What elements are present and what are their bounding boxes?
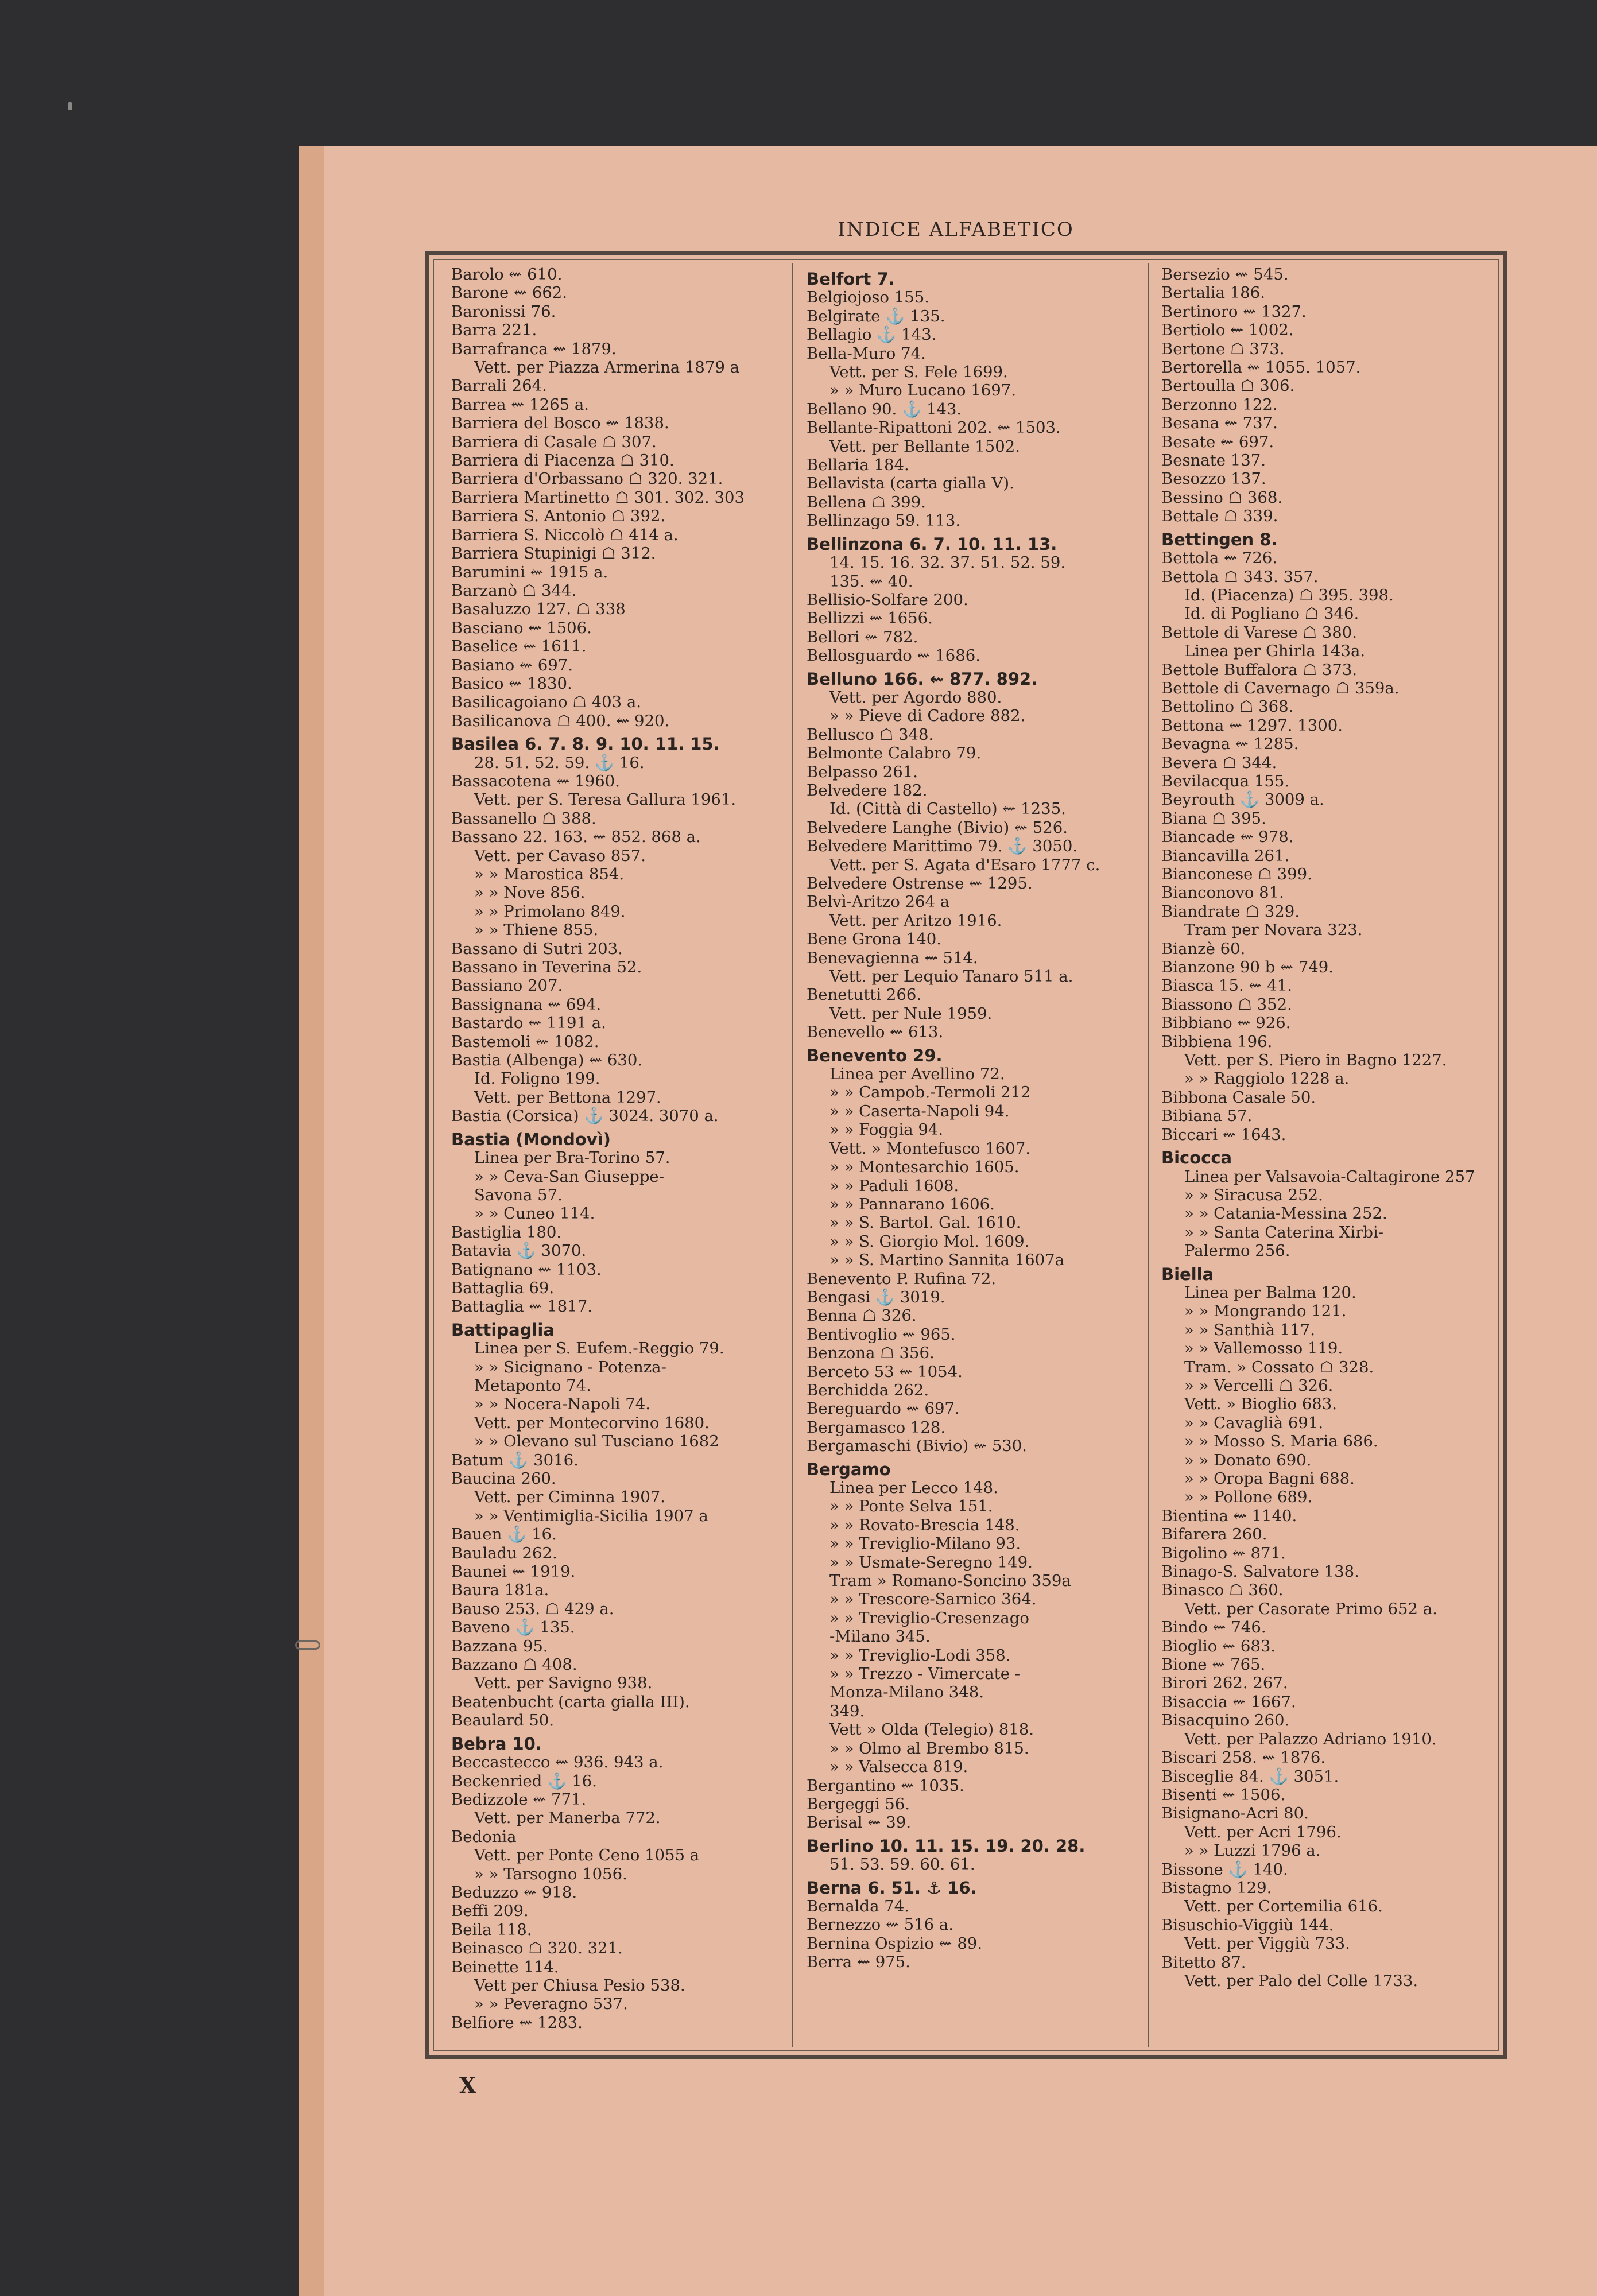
index-entry: Besozzo 137. — [1161, 470, 1266, 488]
index-entry: Bersezio ⇜ 545. — [1161, 265, 1289, 284]
index-entry: Barriera S. Antonio ☖ 392. — [451, 507, 666, 526]
index-entry: 135. ⇜ 40. — [829, 572, 913, 591]
index-entry: Biscari 258. ⇜ 1876. — [1161, 1748, 1326, 1767]
index-entry: Bergamo — [807, 1459, 891, 1479]
index-entry: Berna 6. 51. ⚓ 16. — [807, 1878, 977, 1898]
index-entry: Benevagienna ⇜ 514. — [807, 948, 978, 967]
index-entry: Barra 221. — [451, 321, 537, 340]
index-entry: Bellizzi ⇜ 1656. — [807, 609, 933, 628]
index-entry: Beinette 114. — [451, 1957, 559, 1976]
index-entry: Bedonia — [451, 1827, 517, 1846]
index-entry: Bassano 22. 163. ⇜ 852. 868 a. — [451, 828, 701, 847]
index-entry: Palermo 256. — [1184, 1242, 1290, 1261]
index-entry: Benetutti 266. — [807, 986, 922, 1004]
index-entry: Bitetto 87. — [1161, 1953, 1246, 1972]
index-entry: 14. 15. 16. 32. 37. 51. 52. 59. — [829, 553, 1066, 572]
index-entry: Bisignano-Acri 80. — [1161, 1804, 1309, 1823]
index-entry: Bellena ☖ 399. — [807, 492, 926, 511]
index-entry: Basilea 6. 7. 8. 9. 10. 11. 15. — [451, 734, 720, 754]
index-entry: » » Olmo al Brembo 815. — [829, 1739, 1029, 1758]
index-entry: Bassacotena ⇜ 1960. — [451, 771, 620, 790]
index-entry: Beila 118. — [451, 1920, 532, 1939]
index-entry: Battipaglia — [451, 1320, 555, 1340]
index-entry: » » Valsecca 819. — [829, 1758, 968, 1777]
index-entry: Id. (Città di Castello) ⇜ 1235. — [829, 800, 1066, 819]
index-entry: Bastiglia 180. — [451, 1223, 562, 1242]
index-column-2 — [807, 265, 1100, 1972]
index-entry: Bissone ⚓ 140. — [1161, 1860, 1288, 1879]
index-entry: Beatenbucht (carta gialla III). — [451, 1692, 690, 1711]
index-entry: Vett. per Ciminna 1907. — [474, 1488, 665, 1507]
index-entry: Bevera ☖ 344. — [1161, 753, 1277, 772]
index-entry: Basilicagoiano ☖ 403 a. — [451, 693, 642, 712]
index-entry: Id. (Piacenza) ☖ 395. 398. — [1184, 585, 1394, 604]
index-entry: Vett. per Savigno 938. — [474, 1674, 653, 1693]
index-entry: Bigolino ⇜ 871. — [1161, 1543, 1286, 1562]
index-entry: Barrafranca ⇜ 1879. — [451, 339, 617, 358]
index-entry: Battaglia 69. — [451, 1278, 555, 1297]
index-entry: Vett. per Bettona 1297. — [474, 1088, 661, 1107]
index-column-1 — [451, 265, 745, 2032]
index-entry: » » Pollone 689. — [1184, 1488, 1313, 1507]
index-entry: Bettole di Varese ☖ 380. — [1161, 623, 1357, 642]
index-entry: Bergamaschi (Bivio) ⇜ 530. — [807, 1437, 1027, 1456]
index-entry: Bella-Muro 74. — [807, 344, 926, 363]
index-entry: Benevento P. Rufina 72. — [807, 1269, 997, 1288]
index-entry: Basico ⇜ 1830. — [451, 674, 572, 693]
index-entry: Tram. » Cossato ☖ 328. — [1184, 1358, 1374, 1376]
index-entry: » » Muro Lucano 1697. — [829, 381, 1016, 400]
index-entry: » » Vercelli ☖ 326. — [1184, 1376, 1334, 1395]
index-entry: Vett. per S. Teresa Gallura 1961. — [474, 790, 737, 809]
index-entry: Id. di Pogliano ☖ 346. — [1184, 604, 1359, 623]
index-entry: Berzonno 122. — [1161, 395, 1278, 414]
index-entry: » » Rovato-Brescia 148. — [829, 1515, 1020, 1534]
pin-mark — [68, 102, 72, 110]
index-entry: Bisacquino 260. — [1161, 1711, 1290, 1730]
index-entry: Beffi 209. — [451, 1902, 529, 1921]
index-entry: Vett. per Acri 1796. — [1184, 1822, 1342, 1841]
index-entry: Basiano ⇜ 697. — [451, 656, 573, 674]
index-entry: Savona 57. — [474, 1185, 563, 1204]
index-entry: » » Campob.-Termoli 212 — [829, 1083, 1031, 1102]
page-edge — [299, 146, 324, 2296]
index-entry: Bistagno 129. — [1161, 1878, 1272, 1897]
index-entry: Biassono ☖ 352. — [1161, 995, 1292, 1014]
index-entry: » » Usmate-Seregno 149. — [829, 1553, 1033, 1572]
index-entry: » » Peveragno 537. — [474, 1995, 628, 2014]
index-entry: Bellano 90. ⚓ 143. — [807, 400, 962, 418]
index-entry: Bevagna ⇜ 1285. — [1161, 735, 1299, 754]
index-entry: Basilicanova ☖ 400. ⇜ 920. — [451, 711, 670, 730]
index-entry: » » Treviglio-Cresenzago — [829, 1608, 1029, 1627]
index-entry: Belluno 166. ⇜ 877. 892. — [807, 669, 1038, 689]
index-entry: Bertone ☖ 373. — [1161, 339, 1285, 358]
index-entry: Berlino 10. 11. 15. 19. 20. 28. — [807, 1836, 1086, 1856]
index-entry: Barrea ⇜ 1265 a. — [451, 395, 589, 414]
index-entry: Benzona ☖ 356. — [807, 1344, 935, 1363]
index-entry: » » Trezzo - Vimercate - — [829, 1665, 1021, 1684]
index-entry: Batum ⚓ 3016. — [451, 1450, 579, 1469]
index-entry: » » Treviglio-Lodi 358. — [829, 1646, 1011, 1665]
index-entry: » » Nocera-Napoli 74. — [474, 1395, 650, 1414]
index-entry: Barzanò ☖ 344. — [451, 581, 577, 600]
index-entry: Berisal ⇜ 39. — [807, 1813, 911, 1832]
index-entry: Bibbiano ⇜ 926. — [1161, 1014, 1291, 1033]
index-entry: Biancavilla 261. — [1161, 846, 1290, 865]
index-entry: Biella — [1161, 1264, 1214, 1284]
index-entry: Bettole di Cavernago ☖ 359a. — [1161, 678, 1400, 697]
index-entry: » » Ponte Selva 151. — [829, 1497, 993, 1516]
index-entry: » » Olevano sul Tusciano 1682 — [474, 1432, 719, 1451]
index-entry: Bellori ⇜ 782. — [807, 627, 918, 646]
index-entry: Beccastecco ⇜ 936. 943 a. — [451, 1753, 664, 1772]
index-entry: Vett. » Bioglio 683. — [1184, 1395, 1338, 1414]
index-entry: Bazzana 95. — [451, 1636, 548, 1655]
index-column-3 — [1161, 265, 1475, 1990]
index-entry: Bernalda 74. — [807, 1896, 910, 1915]
index-entry: » » Trescore-Sarnico 364. — [829, 1590, 1037, 1609]
index-entry: Belvedere 182. — [807, 781, 928, 800]
index-entry: Barolo ⇜ 610. — [451, 265, 563, 284]
index-entry: Bassano di Sutri 203. — [451, 939, 623, 958]
index-entry: Biancade ⇜ 978. — [1161, 828, 1294, 847]
index-entry: Bassiano 207. — [451, 976, 563, 995]
index-entry: Bassanello ☖ 388. — [451, 809, 596, 828]
index-entry: Vett per Chiusa Pesio 538. — [474, 1976, 685, 1995]
index-entry: Barriera di Piacenza ☖ 310. — [451, 451, 675, 470]
index-entry: Biana ☖ 395. — [1161, 809, 1266, 828]
index-entry: Bellavista (carta gialla V). — [807, 474, 1014, 493]
index-entry: Bellante-Ripattoni 202. ⇜ 1503. — [807, 418, 1061, 437]
index-entry: Batignano ⇜ 1103. — [451, 1260, 602, 1279]
index-entry: Bellisio-Solfare 200. — [807, 590, 968, 609]
index-entry: » » Luzzi 1796 a. — [1184, 1841, 1321, 1860]
index-entry: Metaponto 74. — [474, 1376, 591, 1395]
index-entry: Bianconese ☖ 399. — [1161, 865, 1312, 883]
index-entry: Vett. per S. Piero in Bagno 1227. — [1184, 1051, 1447, 1070]
index-entry: Vett. per Cortemilia 616. — [1184, 1897, 1383, 1916]
index-entry: Baveno ⚓ 135. — [451, 1618, 575, 1637]
index-entry: Linea per Bra-Torino 57. — [474, 1149, 670, 1168]
index-entry: Bellaria 184. — [807, 456, 909, 475]
index-entry: Bertiolo ⇜ 1002. — [1161, 321, 1294, 340]
index-entry: » » Cuneo 114. — [474, 1204, 595, 1223]
index-entry: » » Pieve di Cadore 882. — [829, 707, 1026, 726]
index-entry: Vett. per Aritzo 1916. — [829, 911, 1002, 930]
index-entry: Vett. per Ponte Ceno 1055 a — [474, 1846, 700, 1865]
index-entry: » » Foggia 94. — [829, 1120, 944, 1139]
index-entry: Binasco ☖ 360. — [1161, 1581, 1284, 1600]
index-entry: » » Vallemosso 119. — [1184, 1339, 1343, 1358]
index-entry: Bauen ⚓ 16. — [451, 1525, 557, 1544]
index-entry: Biccari ⇜ 1643. — [1161, 1125, 1286, 1144]
index-entry: Beyrouth ⚓ 3009 a. — [1161, 790, 1324, 809]
index-entry: Baucina 260. — [451, 1469, 556, 1488]
index-entry: Bindo ⇜ 746. — [1161, 1618, 1266, 1637]
index-entry: Bergeggi 56. — [807, 1794, 910, 1813]
index-entry: Bientina ⇜ 1140. — [1161, 1506, 1297, 1525]
index-entry: Bisceglie 84. ⚓ 3051. — [1161, 1767, 1339, 1786]
index-entry: Berchidda 262. — [807, 1380, 929, 1399]
index-entry: Bertoulla ☖ 306. — [1161, 377, 1295, 395]
index-entry: Biasca 15. ⇜ 41. — [1161, 976, 1293, 995]
index-entry: Linea per Balma 120. — [1184, 1283, 1356, 1302]
index-entry: Bedizzole ⇜ 771. — [451, 1790, 587, 1809]
index-entry: Vett. per Bellante 1502. — [829, 437, 1020, 456]
index-entry: Barriera di Casale ☖ 307. — [451, 432, 657, 451]
index-entry: 51. 53. 59. 60. 61. — [829, 1855, 975, 1874]
index-entry: Belvedere Langhe (Bivio) ⇜ 526. — [807, 818, 1068, 837]
index-entry: Belvedere Marittimo 79. ⚓ 3050. — [807, 837, 1078, 856]
index-entry: » » Siracusa 252. — [1184, 1185, 1323, 1204]
index-entry: Basaluzzo 127. ☖ 338 — [451, 600, 626, 619]
index-entry: Batavia ⚓ 3070. — [451, 1242, 587, 1261]
index-entry: Barumini ⇜ 1915 a. — [451, 563, 608, 581]
index-entry: Vett. per Palazzo Adriano 1910. — [1184, 1729, 1437, 1748]
index-entry: Bergantino ⇜ 1035. — [807, 1776, 964, 1795]
index-entry: » » Pannarano 1606. — [829, 1194, 995, 1213]
index-entry: Vett. per Palo del Colle 1733. — [1184, 1971, 1418, 1990]
index-entry: » » Montesarchio 1605. — [829, 1158, 1020, 1177]
index-entry: Belgirate ⚓ 135. — [807, 307, 945, 325]
index-entry: Bassano in Teverina 52. — [451, 958, 642, 977]
index-entry: Bertinoro ⇜ 1327. — [1161, 302, 1307, 321]
index-entry: Bellusco ☖ 348. — [807, 725, 934, 744]
index-entry: » » Tarsogno 1056. — [474, 1864, 627, 1883]
index-entry: Tram » Romano-Soncino 359a — [829, 1572, 1071, 1591]
index-entry: Vett » Olda (Telegio) 818. — [829, 1720, 1034, 1739]
index-entry: Benevello ⇜ 613. — [807, 1023, 944, 1042]
index-entry: Beaulard 50. — [451, 1711, 555, 1730]
index-entry: Bertorella ⇜ 1055. 1057. — [1161, 358, 1361, 377]
index-entry: Vett. per Nule 1959. — [829, 1004, 993, 1023]
index-entry: Bioglio ⇜ 683. — [1161, 1636, 1276, 1655]
index-entry: Bettole Buffalora ☖ 373. — [1161, 660, 1358, 679]
index-entry: Bernina Ospizio ⇜ 89. — [807, 1934, 983, 1953]
index-entry: Barriera del Bosco ⇜ 1838. — [451, 414, 669, 433]
index-entry: Belmonte Calabro 79. — [807, 744, 982, 763]
index-entry: » » Santhià 117. — [1184, 1320, 1316, 1339]
index-entry: Bettola ⇜ 726. — [1161, 549, 1278, 568]
index-entry: -Milano 345. — [829, 1627, 931, 1646]
index-entry: Bisaccia ⇜ 1667. — [1161, 1692, 1296, 1711]
index-entry: Bebra 10. — [451, 1733, 542, 1754]
index-entry: » » Ventimiglia-Sicilia 1907 a — [474, 1506, 708, 1525]
index-entry: Bettolino ☖ 368. — [1161, 697, 1294, 716]
index-entry: » » Thiene 855. — [474, 921, 599, 940]
page-footer: X — [459, 2072, 476, 2098]
index-entry: Belgiojoso 155. — [807, 288, 929, 307]
index-entry: Bereguardo ⇜ 697. — [807, 1399, 960, 1418]
index-entry: Baunei ⇜ 1919. — [451, 1562, 576, 1581]
index-entry: Bengasi ⚓ 3019. — [807, 1287, 945, 1306]
index-entry: Vett. » Montefusco 1607. — [829, 1139, 1030, 1158]
index-entry: Bastia (Mondovì) — [451, 1129, 611, 1149]
index-entry: Bione ⇜ 765. — [1161, 1655, 1266, 1674]
index-entry: » » Paduli 1608. — [829, 1176, 959, 1195]
index-entry: Bifarera 260. — [1161, 1525, 1267, 1544]
index-entry: Vett. per Cavaso 857. — [474, 846, 646, 865]
index-entry: » » Santa Caterina Xirbi- — [1184, 1223, 1384, 1242]
index-entry: Baura 181a. — [451, 1581, 549, 1600]
index-entry: » » Caserta-Napoli 94. — [829, 1102, 1010, 1120]
index-entry: Bauladu 262. — [451, 1543, 557, 1562]
index-entry: Bisuschio-Viggiù 144. — [1161, 1915, 1334, 1934]
index-entry: Bibbiena 196. — [1161, 1032, 1273, 1051]
index-entry: » » Catania-Messina 252. — [1184, 1204, 1387, 1223]
index-entry: Baselice ⇜ 1611. — [451, 637, 587, 656]
index-entry: » » Sicignano - Potenza- — [474, 1358, 666, 1376]
index-entry: Barriera Stupinigi ☖ 312. — [451, 544, 656, 563]
index-entry: Battaglia ⇜ 1817. — [451, 1297, 592, 1316]
index-entry: Vett. per Manerba 772. — [474, 1809, 661, 1828]
index-entry: Vett. per Viggiù 733. — [1184, 1934, 1350, 1953]
index-entry: Beinasco ☖ 320. 321. — [451, 1939, 623, 1958]
index-entry: Vett. per Lequio Tanaro 511 a. — [829, 967, 1073, 986]
index-entry: Vett. per Montecorvino 1680. — [474, 1413, 710, 1432]
index-entry: Id. Foligno 199. — [474, 1069, 600, 1088]
index-entry: » » Primolano 849. — [474, 902, 626, 921]
index-entry: Bergamasco 128. — [807, 1418, 946, 1437]
index-entry: Besate ⇜ 697. — [1161, 432, 1274, 451]
index-entry: Benna ☖ 326. — [807, 1306, 917, 1325]
index-entry: Tram per Novara 323. — [1184, 921, 1363, 940]
index-entry: Bibiana 57. — [1161, 1107, 1253, 1126]
index-entry: Belpasso 261. — [807, 762, 918, 781]
index-entry: Beduzzo ⇜ 918. — [451, 1883, 577, 1902]
index-entry: Berra ⇜ 975. — [807, 1953, 910, 1972]
index-entry: Barone ⇜ 662. — [451, 284, 568, 302]
index-entry: Bisenti ⇜ 1506. — [1161, 1785, 1286, 1804]
index-entry: Bellosguardo ⇜ 1686. — [807, 646, 981, 665]
index-entry: » » Cavaglià 691. — [1184, 1413, 1324, 1432]
index-entry: » » S. Bartol. Gal. 1610. — [829, 1213, 1021, 1232]
index-entry: Bessino ☖ 368. — [1161, 488, 1283, 507]
index-entry: Vett. per Agordo 880. — [829, 688, 1002, 707]
index-entry: Bastemoli ⇜ 1082. — [451, 1032, 599, 1051]
index-entry: Belvedere Ostrense ⇜ 1295. — [807, 874, 1033, 893]
index-entry: Linea per S. Eufem.-Reggio 79. — [474, 1339, 724, 1358]
index-entry: Bianzè 60. — [1161, 939, 1246, 958]
column-rule-1 — [792, 263, 793, 2047]
index-entry: 28. 51. 52. 59. ⚓ 16. — [474, 753, 645, 772]
index-entry: Vett. per S. Fele 1699. — [829, 363, 1008, 382]
index-entry: Bianzone 90 b ⇜ 749. — [1161, 958, 1334, 977]
page-header: INDICE ALFABETICO — [838, 218, 1074, 241]
index-entry: Bianconovo 81. — [1161, 883, 1284, 902]
index-entry: Barriera Martinetto ☖ 301. 302. 303 — [451, 488, 745, 507]
index-entry: Bernezzo ⇜ 516 a. — [807, 1915, 954, 1934]
index-entry: Vett. per Casorate Primo 652 a. — [1184, 1599, 1437, 1618]
index-entry: » » Mosso S. Maria 686. — [1184, 1432, 1378, 1451]
index-entry: Bettale ☖ 339. — [1161, 507, 1278, 526]
column-rule-2 — [1148, 263, 1149, 2047]
index-entry: Bene Grona 140. — [807, 930, 941, 949]
index-entry: Bellagio ⚓ 143. — [807, 325, 937, 344]
index-entry: Beckenried ⚓ 16. — [451, 1771, 597, 1790]
index-entry: Baronissi 76. — [451, 302, 556, 321]
index-entry: » » Treviglio-Milano 93. — [829, 1534, 1021, 1553]
index-entry: » » Mongrando 121. — [1184, 1302, 1347, 1321]
index-entry: Bettona ⇜ 1297. 1300. — [1161, 716, 1343, 735]
index-entry: » » Donato 690. — [1184, 1450, 1312, 1469]
index-entry: Berceto 53 ⇜ 1054. — [807, 1362, 963, 1381]
index-entry: Bastia (Albenga) ⇜ 630. — [451, 1051, 643, 1070]
index-entry: Belfort 7. — [807, 269, 895, 289]
index-entry: Barriera S. Niccolò ☖ 414 a. — [451, 525, 679, 544]
index-entry: Bazzano ☖ 408. — [451, 1655, 577, 1674]
index-entry: Vett. per S. Agata d'Esaro 1777 c. — [829, 855, 1100, 874]
index-entry: Besnate 137. — [1161, 451, 1266, 470]
index-entry: Linea per Avellino 72. — [829, 1065, 1005, 1084]
index-entry: Barriera d'Orbassano ☖ 320. 321. — [451, 470, 723, 488]
index-entry: Vett. per Piazza Armerina 1879 a — [474, 358, 740, 377]
index-entry: » » Oropa Bagni 688. — [1184, 1469, 1355, 1488]
index-entry: Bettingen 8. — [1161, 529, 1278, 549]
index-entry: Bellinzona 6. 7. 10. 11. 13. — [807, 534, 1057, 554]
index-entry: Linea per Ghirla 143a. — [1184, 642, 1366, 661]
index-entry: Belvì-Aritzo 264 a — [807, 893, 950, 912]
index-entry: Birori 262. 267. — [1161, 1674, 1288, 1693]
index-entry: Bastardo ⇜ 1191 a. — [451, 1014, 606, 1033]
index-entry: Barrali 264. — [451, 377, 547, 395]
index-entry: » » Nove 856. — [474, 883, 586, 902]
binding-clip — [295, 1640, 320, 1650]
index-entry: » » Raggiolo 1228 a. — [1184, 1069, 1350, 1088]
index-entry: Bauso 253. ☖ 429 a. — [451, 1599, 614, 1618]
index-entry: Bassignana ⇜ 694. — [451, 995, 602, 1014]
index-entry: Besana ⇜ 737. — [1161, 414, 1278, 433]
index-entry: Biandrate ☖ 329. — [1161, 902, 1300, 921]
index-entry: Bettola ☖ 343. 357. — [1161, 567, 1319, 586]
index-entry: Bastia (Corsica) ⚓ 3024. 3070 a. — [451, 1107, 719, 1126]
index-entry: Linea per Lecco 148. — [829, 1479, 998, 1497]
index-entry: » » Marostica 854. — [474, 865, 625, 883]
index-entry: Basciano ⇜ 1506. — [451, 618, 592, 637]
index-entry: Bellinzago 59. 113. — [807, 511, 961, 530]
index-entry: Bibbona Casale 50. — [1161, 1088, 1316, 1107]
index-entry: Bentivoglio ⇜ 965. — [807, 1325, 956, 1344]
index-entry: Belfiore ⇜ 1283. — [451, 2013, 583, 2032]
index-entry: » » Ceva-San Giuseppe- — [474, 1167, 664, 1186]
index-entry: Bertalia 186. — [1161, 284, 1266, 302]
index-entry: Monza-Milano 348. — [829, 1683, 984, 1702]
index-entry: Bevilacqua 155. — [1161, 771, 1290, 790]
index-entry: » » S. Martino Sannita 1607a — [829, 1251, 1065, 1270]
index-entry: Linea per Valsavoia-Caltagirone 257 — [1184, 1167, 1475, 1186]
index-entry: Bicocca — [1161, 1148, 1232, 1168]
index-entry: » » S. Giorgio Mol. 1609. — [829, 1232, 1030, 1251]
index-entry: 349. — [829, 1701, 865, 1720]
index-entry: Benevento 29. — [807, 1045, 943, 1065]
index-entry: Binago-S. Salvatore 138. — [1161, 1562, 1359, 1581]
